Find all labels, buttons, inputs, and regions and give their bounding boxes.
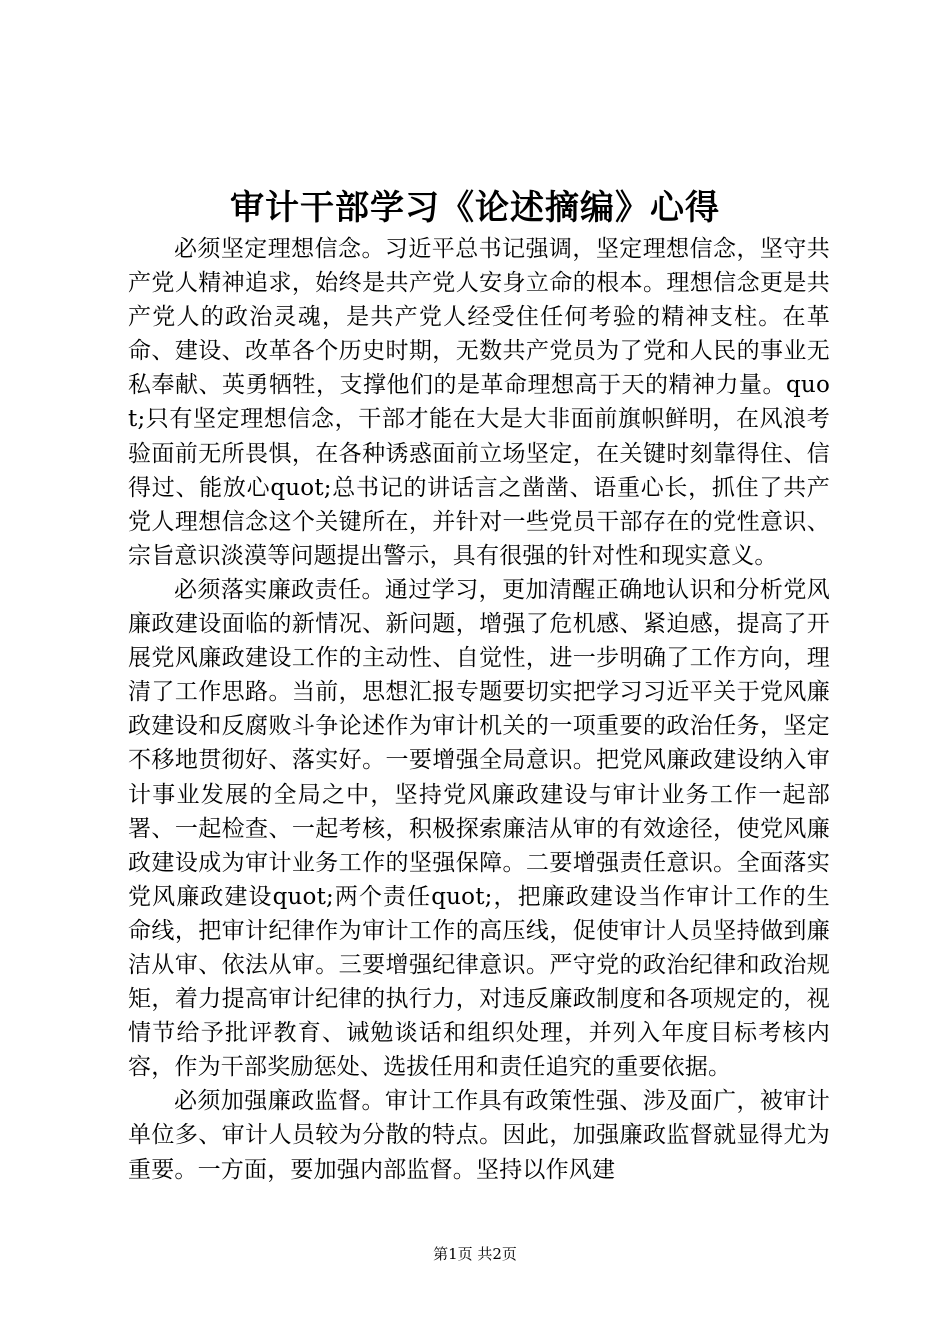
document-body: [128, 232, 830, 1187]
paragraph-responsibility: 必须落实廉政责任。通过学习，更加清醒正确地认识和分析党风廉政建设面临的新情况、新问题，增强了危机感、紧迫感，提高了开展党风廉政建设工作的主动性、自觉性，进一步明确了工作方向，理清了工作思路。当前，思想汇报专题要切实把学习习近平关于党风廉政建设和反腐败斗争论述作为审计机关的一项重要的政治任务，坚定不移地贯彻好、落实好。一要增强全局意识。把党风廉政建设纳入审计事业发展的全局之中，坚持党风廉政建设与审计业务工作一起部署、一起检查、一起考核，积极探索廉洁从审的有效途径，使党风廉政建设成为审计业务工作的坚强保障。二要增强责任意识。全面落实党风廉政建设quot;两个责任quot;，把廉政建设当作审计工作的生命线，把审计纪律作为审计工作的高压线，促使审计人员坚持做到廉洁从审、依法从审。三要增强纪律意识。严守党的政治纪律和政治规矩，着力提高审计纪律的执行力，对违反廉政制度和各项规定的，视情节给予批评教育、诫勉谈话和组织处理，并列入年度目标考核内容，作为干部奖励惩处、选拔任用和责任追究的重要依据。: [128, 576, 830, 1081]
paragraph-supervision: 必须加强廉政监督。审计工作具有政策性强、涉及面广，被审计单位多、审计人员较为分散的特点。因此，加强廉政监督就显得尤为重要。一方面，要加强内部监督。坚持以作风建: [128, 1088, 830, 1183]
paragraph-ideals: 必须坚定理想信念。习近平总书记强调，坚定理想信念，坚守共产党人精神追求，始终是共产党人安身立命的根本。理想信念更是共产党人的政治灵魂，是共产党人经受住任何考验的精神支柱。在革命、建设、改革各个历史时期，无数共产党员为了党和人民的事业无私奉献、英勇牺牲，支撑他们的是革命理想高于天的精神力量。quot;只有坚定理想信念，干部才能在大是大非面前旗帜鲜明，在风浪考验面前无所畏惧，在各种诱惑面前立场坚定，在关键时刻靠得住、信得过、能放心quot;总书记的讲话言之凿凿、语重心长，抓住了共产党人理想信念这个关键所在，并针对一些党员干部存在的党性意识、宗旨意识淡漠等问题提出警示，具有很强的针对性和现实意义。: [128, 236, 830, 569]
document-title: 审计干部学习《论述摘编》心得: [230, 188, 720, 228]
page-footer: 第1页 共2页: [433, 1245, 517, 1263]
